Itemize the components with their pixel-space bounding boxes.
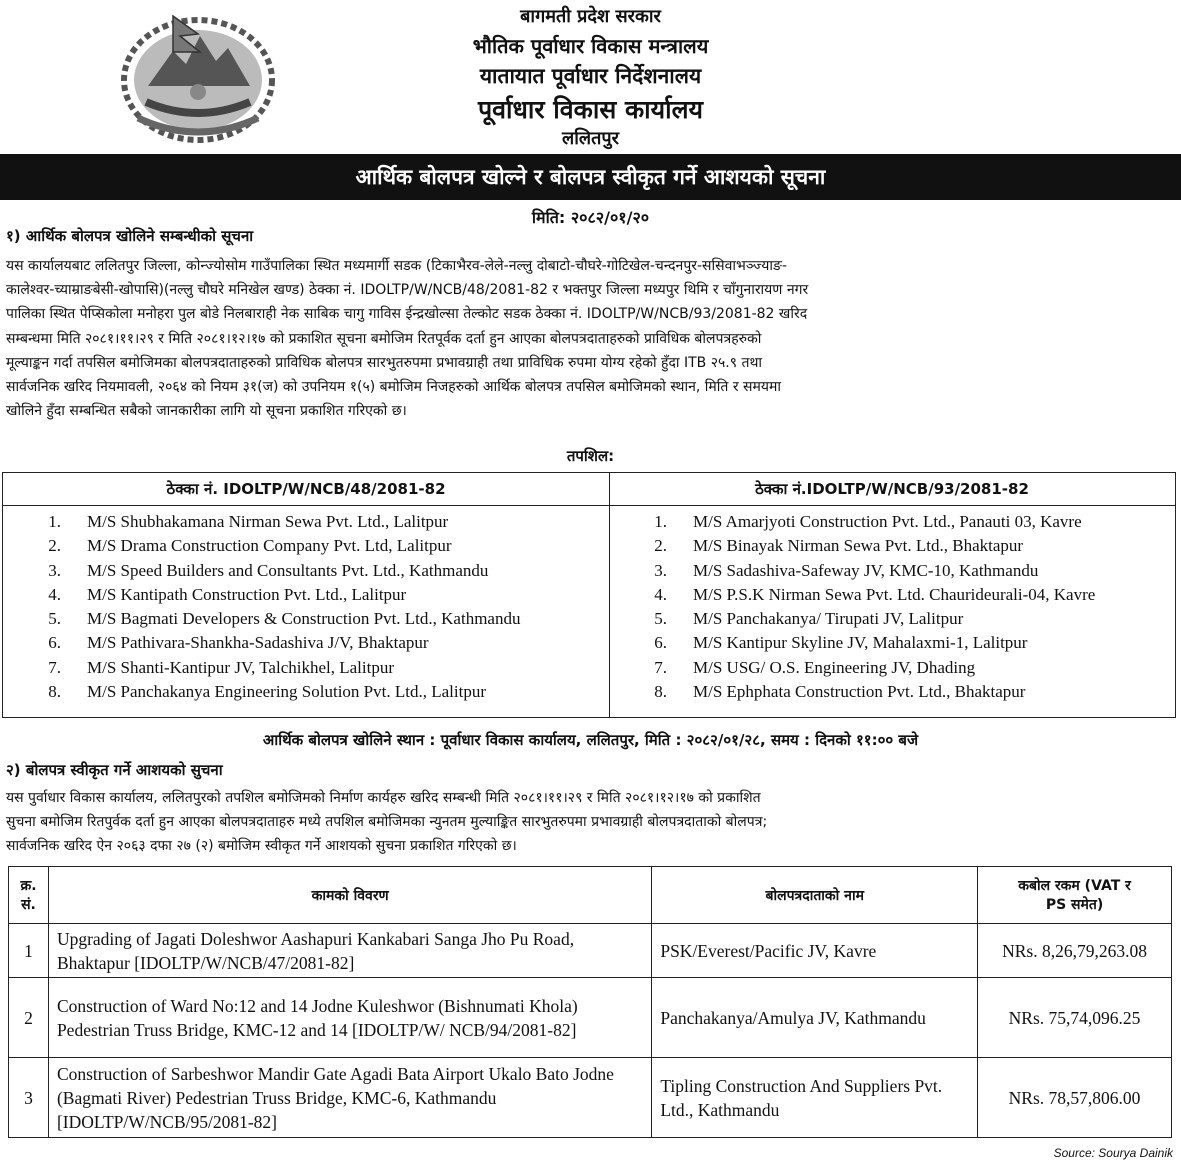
bidders-column-48 — [3, 473, 610, 717]
list-item: 6. M/S Kantipur Skyline JV, Mahalaxmi-1, Lalitpur — [654, 633, 1028, 653]
list-item: 6. M/S Pathivara-Shankha-Sadashiva J/V, Bhaktapur — [48, 633, 429, 653]
office-location: ललितपुर — [562, 128, 619, 149]
list-item: 7. M/S Shanti-Kantipur JV, Talchikhel, Lalitpur — [48, 657, 394, 677]
section2-line: सुचना बमोजिम रितपुर्वक दर्ता हुन आएका बोलपत्रदाताहरु मध्ये तपशिल बमोजिमका न्युनतम मुल्याङ्कित सारभुतरुपमा प्रभावग्राही बोलपत्रदाताको बोलपत्र; — [6, 814, 768, 831]
row-sn: 2 — [9, 978, 49, 1058]
row-description: Upgrading of Jagati Doleshwor Aashapuri Kankabari Sanga Jho Pu Road, Bhaktapur [IDOLTP/W/NCB/47/2081-82] — [48, 924, 651, 978]
ministry-name: भौतिक पूर्वाधार विकास मन्त्रालय — [472, 34, 709, 58]
list-item: 1. M/S Shubhakamana Nirman Sewa Pvt. Ltd., Lalitpur — [48, 512, 449, 531]
opening-notice: आर्थिक बोलपत्र खोलिने स्थान : पूर्वाधार विकास कार्यालय, ललितपुर, मिति : २०८२/०१/२८, समय : दिनको ११:०० बजे — [262, 731, 919, 749]
list-item: 7. M/S USG/ O.S. Engineering JV, Dhading — [654, 657, 976, 677]
list-item: 4. M/S P.S.K Nirman Sewa Pvt. Ltd. Chaurideurali-04, Kavre — [654, 584, 1096, 604]
section1-paragraph — [6, 254, 1172, 423]
list-item: 3. M/S Speed Builders and Consultants Pvt. Ltd., Kathmandu — [48, 560, 489, 580]
contract-93-header: ठेक्का नं.IDOLTP/W/NCB/93/2081-82 — [609, 473, 1175, 506]
table-row — [9, 978, 1172, 1058]
row-bidder: PSK/Everest/Pacific JV, Kavre — [652, 924, 978, 978]
row-amount: NRs. 8,26,79,263.08 — [978, 924, 1172, 978]
contract-48-header: ठेक्का नं. IDOLTP/W/NCB/48/2081-82 — [3, 473, 609, 506]
directorate-name: यातायात पूर्वाधार निर्देशनालय — [479, 64, 702, 88]
section2-title: २) बोलपत्र स्वीकृत गर्ने आशयको सुचना — [6, 761, 223, 779]
section1-line: मूल्याङ्कन गर्दा तपसिल बमोजिमका बोलपत्रदाताहरुको प्राविधिक बोलपत्र सारभुतरुपमा प्रभावग्राही तथा प्राविधिक रुपमा योग्य रहेको हुँदा ITB २५.९ तथा — [6, 354, 763, 371]
bidder-list-93 — [609, 510, 1175, 704]
list-item: 4. M/S Kantipath Construction Pvt. Ltd., Lalitpur — [48, 584, 407, 604]
section1-line: पालिका स्थित पेप्सिकोला मनोहरा पुल बोडे निलबाराही नेक साबिक चागु गाविस ईन्द्रखोल्सा तेल्कोट सडक ठेक्का नं. IDOLTP/W/NCB/93/2081-82 खरिद — [6, 306, 808, 323]
section1-line: कालेश्वर-च्याम्राङबेसी-खोपासि)(नल्लु चौघरे मनिखेल खण्ड) ठेक्का नं. IDOLTP/W/NCB/48/2081-82 र भक्तपुर जिल्ला मध्यपुर थिमि र चाँगुनारायण नगर — [6, 282, 809, 299]
row-sn: 1 — [9, 924, 49, 978]
bidders-table — [2, 472, 1176, 718]
section1-line: सार्वजनिक खरिद नियमावली, २०६४ को नियम ३१(ज) को उपनियम १(५) बमोजिम निजहरुको आर्थिक बोलपत्र तपसिल बमोजिमको स्थान, मिति र समयमा — [6, 379, 781, 396]
description-header: कामको विवरण — [48, 867, 651, 924]
list-item: 2. M/S Binayak Nirman Sewa Pvt. Ltd., Bhaktapur — [654, 536, 1024, 556]
sn-header: क्र. सं. — [9, 867, 49, 924]
notice-date: मिति: २०८२/०१/२० — [531, 208, 650, 227]
row-sn: 3 — [9, 1058, 49, 1138]
row-bidder: Tipling Construction And Suppliers Pvt. Ltd., Kathmandu — [652, 1058, 978, 1138]
notice-title-banner: आर्थिक बोलपत्र खोल्ने र बोलपत्र स्वीकृत गर्ने आशयको सूचना — [0, 154, 1181, 200]
amount-header: कबोल रकम (VAT र PS समेत) — [978, 867, 1172, 924]
bidder-header: बोलपत्रदाताको नाम — [652, 867, 978, 924]
section2-line: यस पुर्वाधार विकास कार्यालय, ललितपुरको तपशिल बमोजिमको निर्माण कार्यहरु खरिद सम्बन्धी मिति २०८१।११।२९ र मिति २०८१।१२।१७ को प्रकाशित — [6, 790, 761, 806]
source-credit: Source: Sourya Dainik — [1053, 1146, 1173, 1160]
list-item: 8. M/S Panchakanya Engineering Solution Pvt. Ltd., Lalitpur — [48, 682, 486, 702]
row-amount: NRs. 78,57,806.00 — [978, 1058, 1172, 1138]
bidder-list-48 — [3, 510, 609, 704]
list-item: 2. M/S Drama Construction Company Pvt. Ltd, Lalitpur — [48, 536, 452, 556]
office-name: पूर्वाधार विकास कार्यालय — [477, 95, 704, 124]
section1-line: खोलिने हुँदा सम्बन्धित सबैको जानकारीका लागि यो सूचना प्रकाशित गरिएको छ। — [6, 403, 407, 420]
row-description: Construction of Ward No:12 and 14 Jodne Kuleshwor (Bishnumati Khola) Pedestrian Truss Bridge, KMC-12 and 14 [IDOLTP/W/ NCB/94/2081-82] — [48, 978, 651, 1058]
row-bidder: Panchakanya/Amulya JV, Kathmandu — [652, 978, 978, 1058]
row-amount: NRs. 75,74,096.25 — [978, 978, 1172, 1058]
table-header-row — [9, 867, 1172, 924]
province-government: बागमती प्रदेश सरकार — [520, 6, 661, 27]
table-row — [9, 924, 1172, 978]
list-item: 5. M/S Panchakanya/ Tirupati JV, Lalitpur — [654, 609, 964, 629]
section2-paragraph — [6, 786, 1172, 859]
section1-line: यस कार्यालयबाट ललितपुर जिल्ला, कोन्ज्योसोम गाउँपालिका स्थित मध्यमार्गी सडक (टिकाभैरव-लेले-नल्लु दोबाटो-चौघरे-गोटिखेल-चन्दनपुर-ससिवाभञ्ज्याङ- — [6, 258, 788, 274]
table-row — [9, 1058, 1172, 1138]
tapshil-label: तपशिल: — [566, 447, 615, 465]
list-item: 8. M/S Ephphata Construction Pvt. Ltd., Bhaktapur — [654, 682, 1026, 702]
list-item: 5. M/S Bagmati Developers & Construction Pvt. Ltd., Kathmandu — [48, 609, 521, 629]
award-table — [8, 866, 1172, 1138]
section1-line: सम्बन्धमा मिति २०८१।११।२९ र मिति २०८१।१२।१७ को प्रकाशित सूचना बमोजिम रितपूर्वक दर्ता हुन आएका बोलपत्रदाताहरुको प्राविधिक बोलपत्रहरुको — [6, 330, 762, 347]
list-item: 1. M/S Amarjyoti Construction Pvt. Ltd., Panauti 03, Kavre — [654, 512, 1082, 531]
bidders-column-93 — [609, 473, 1175, 717]
section1-title: १) आर्थिक बोलपत्र खोलिने सम्बन्धीको सूचना — [6, 227, 254, 245]
section2-line: सार्वजनिक खरिद ऐन २०६३ दफा २७ (२) बमोजिम स्वीकृत गर्ने आशयको सुचना प्रकाशित गरिएको छ। — [6, 838, 517, 855]
row-description: Construction of Sarbeshwor Mandir Gate Agadi Bata Airport Ukalo Bato Jodne (Bagmati River) Pedestrian Truss Bridge, KMC-6, Kathmandu [IDOLTP/W/NCB/95/2081-82] — [48, 1058, 651, 1138]
list-item: 3. M/S Sadashiva-Safeway JV, KMC-10, Kathmandu — [654, 560, 1039, 580]
